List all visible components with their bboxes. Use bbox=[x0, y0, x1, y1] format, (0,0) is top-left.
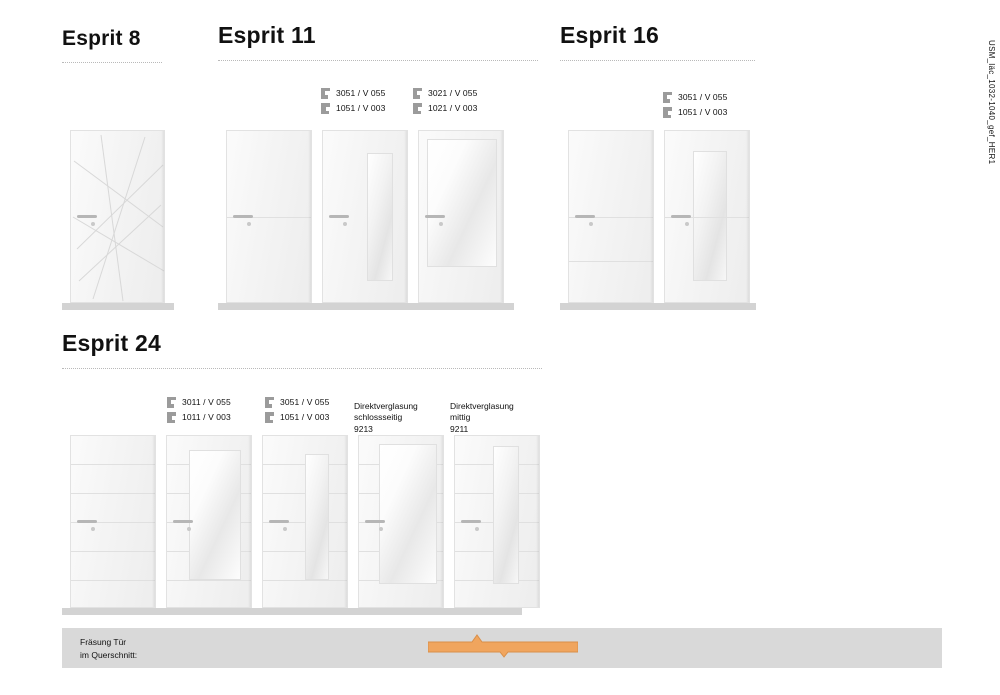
label-row bbox=[264, 395, 329, 410]
door-handle[interactable] bbox=[233, 215, 253, 218]
door-set-esprit-8 bbox=[62, 130, 172, 310]
label-row bbox=[662, 105, 727, 120]
door-panel[interactable] bbox=[70, 130, 165, 303]
label-text: 3051 / V 055 bbox=[336, 88, 386, 99]
sheet-reference-code: USM_läc_1032-1040_gef_HER1 bbox=[987, 40, 996, 165]
door-panel[interactable] bbox=[226, 130, 312, 303]
title-divider bbox=[560, 59, 755, 61]
door-profile-icon bbox=[662, 106, 673, 119]
label-text: 1021 / V 003 bbox=[428, 103, 478, 114]
door-label-group bbox=[166, 395, 231, 425]
door-panel[interactable] bbox=[70, 435, 156, 608]
cross-section-bar bbox=[62, 628, 942, 668]
floor-plinth bbox=[62, 303, 174, 310]
door-set-esprit-11 bbox=[218, 130, 508, 315]
caption-line-1: Fräsung Tür bbox=[80, 637, 127, 647]
label-row bbox=[320, 101, 385, 116]
door-cross-section-profile bbox=[428, 632, 578, 669]
door-groove bbox=[71, 551, 155, 552]
title-divider bbox=[62, 61, 162, 63]
door-handle[interactable] bbox=[269, 520, 289, 523]
door-handle[interactable] bbox=[425, 215, 445, 218]
door-profile-icon bbox=[264, 411, 275, 424]
door-glass bbox=[189, 450, 241, 580]
door-glass bbox=[693, 151, 727, 281]
label-text: 3011 / V 055 bbox=[182, 397, 231, 408]
door-glass bbox=[367, 153, 393, 281]
door-set-esprit-24 bbox=[62, 435, 532, 625]
door-handle[interactable] bbox=[77, 520, 97, 523]
door-profile-icon bbox=[264, 396, 275, 409]
door-profile-icon bbox=[166, 411, 177, 424]
door-panel[interactable] bbox=[418, 130, 504, 303]
label-row bbox=[166, 410, 231, 425]
door-label-group bbox=[662, 90, 727, 120]
label-row bbox=[412, 101, 477, 116]
label-text: 9211 bbox=[450, 423, 469, 434]
door-profile-icon bbox=[662, 91, 673, 104]
group-title: Esprit 8 bbox=[62, 27, 141, 50]
door-profile-icon bbox=[320, 87, 331, 100]
door-label-group bbox=[450, 401, 514, 435]
door-glass bbox=[427, 139, 497, 267]
label-text: Direktverglasung bbox=[450, 401, 514, 411]
door-set-esprit-16 bbox=[560, 130, 755, 315]
door-handle[interactable] bbox=[173, 520, 193, 523]
title-divider bbox=[62, 367, 542, 369]
label-row bbox=[264, 410, 329, 425]
label-text: 3051 / V 055 bbox=[280, 397, 330, 408]
door-glass bbox=[305, 454, 329, 580]
label-text: 9213 bbox=[354, 423, 373, 434]
door-profile-icon bbox=[166, 396, 177, 409]
door-glass bbox=[493, 446, 519, 584]
door-handle[interactable] bbox=[77, 215, 97, 218]
label-text: 1051 / V 003 bbox=[280, 412, 330, 423]
group-esprit-8 bbox=[62, 28, 162, 63]
door-label-group bbox=[264, 395, 329, 425]
label-row bbox=[320, 86, 385, 101]
door-glass bbox=[379, 444, 437, 584]
door-profile-icon bbox=[320, 102, 331, 115]
label-text: 1011 / V 003 bbox=[182, 412, 231, 423]
floor-plinth bbox=[560, 303, 756, 310]
group-esprit-16 bbox=[560, 24, 755, 61]
label-text: 1051 / V 003 bbox=[336, 103, 386, 114]
door-panel[interactable] bbox=[262, 435, 348, 608]
group-title: Esprit 11 bbox=[218, 22, 316, 48]
door-handle[interactable] bbox=[575, 215, 595, 218]
label-row bbox=[166, 395, 231, 410]
door-label-group bbox=[412, 86, 477, 116]
door-profile-icon bbox=[412, 102, 423, 115]
group-esprit-11 bbox=[218, 24, 538, 61]
group-esprit-24 bbox=[62, 332, 542, 369]
caption-line-2: im Querschnitt: bbox=[80, 649, 138, 660]
door-panel[interactable] bbox=[358, 435, 444, 608]
door-handle[interactable] bbox=[329, 215, 349, 218]
door-groove bbox=[569, 261, 653, 262]
door-groove bbox=[71, 464, 155, 465]
door-groove bbox=[71, 580, 155, 581]
label-row bbox=[412, 86, 477, 101]
door-profile-icon bbox=[412, 87, 423, 100]
title-divider bbox=[218, 59, 538, 61]
label-text: mittig bbox=[450, 412, 471, 423]
label-text: schlossseitig bbox=[354, 412, 403, 423]
label-text: 3051 / V 055 bbox=[678, 92, 728, 103]
cross-section-caption bbox=[80, 636, 137, 662]
door-panel[interactable] bbox=[322, 130, 408, 303]
door-panel[interactable] bbox=[664, 130, 750, 303]
label-row bbox=[662, 90, 727, 105]
group-title: Esprit 24 bbox=[62, 330, 161, 356]
door-handle[interactable] bbox=[461, 520, 481, 523]
group-title: Esprit 16 bbox=[560, 22, 659, 48]
door-label-group bbox=[320, 86, 385, 116]
door-groove bbox=[263, 580, 347, 581]
door-handle[interactable] bbox=[671, 215, 691, 218]
door-panel[interactable] bbox=[454, 435, 540, 608]
floor-plinth bbox=[218, 303, 514, 310]
label-text: 3021 / V 055 bbox=[428, 88, 478, 99]
door-handle[interactable] bbox=[365, 520, 385, 523]
door-groove bbox=[71, 493, 155, 494]
label-text: 1051 / V 003 bbox=[678, 107, 728, 118]
door-panel[interactable] bbox=[166, 435, 252, 608]
label-text: Direktverglasung bbox=[354, 401, 418, 411]
door-label-group bbox=[354, 401, 418, 435]
floor-plinth bbox=[62, 608, 522, 615]
door-panel[interactable] bbox=[568, 130, 654, 303]
door-groove bbox=[167, 580, 251, 581]
